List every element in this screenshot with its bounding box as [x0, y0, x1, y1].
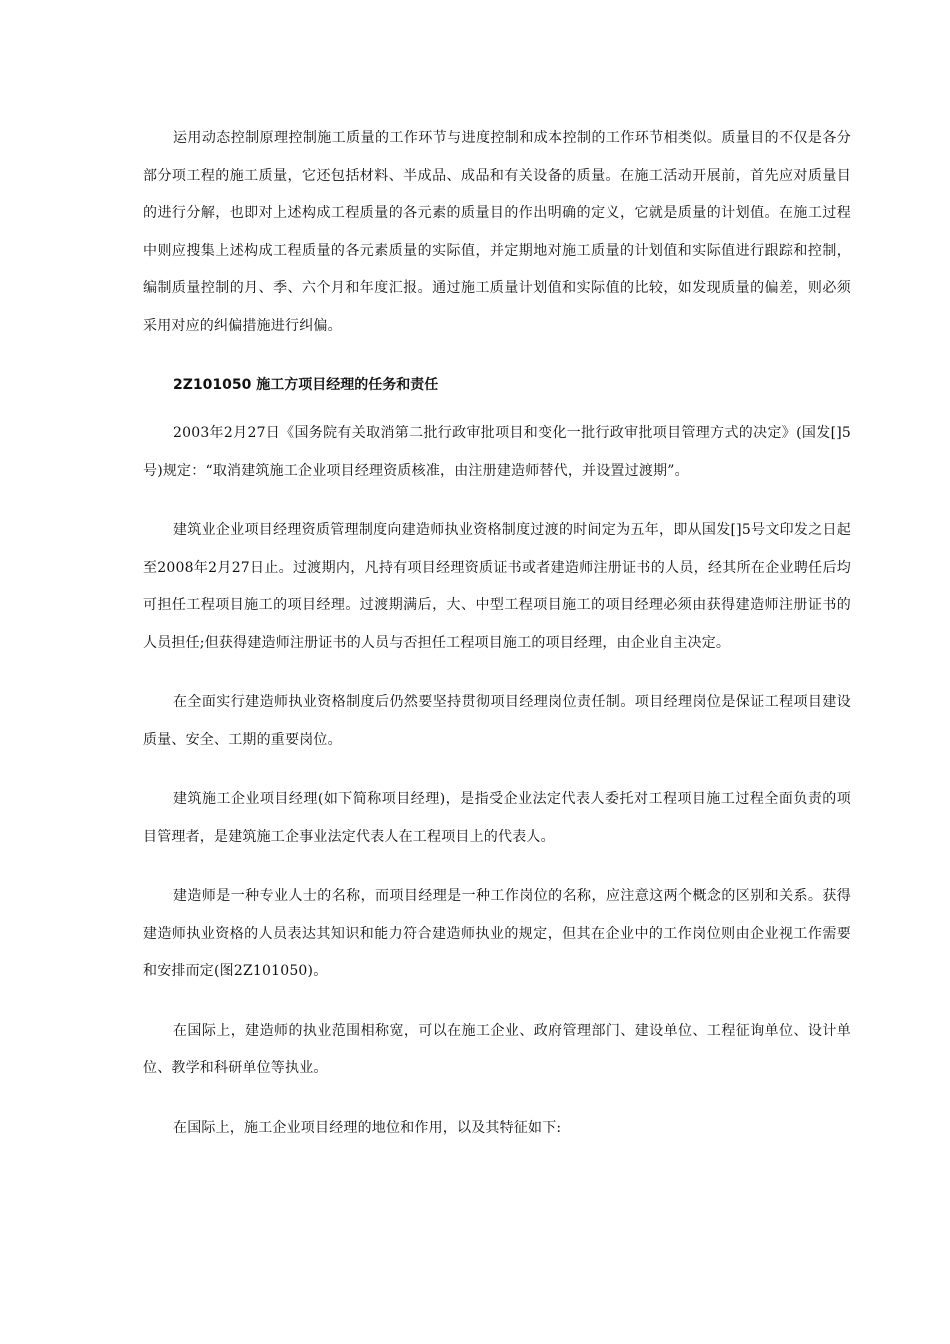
- paragraph-international-scope: 在国际上，建造师的执业范围相称宽，可以在施工企业、政府管理部门、建设单位、工程征询单位、设计单位、教学和科研单位等执业。: [143, 1022, 851, 1076]
- paragraph-project-manager-definition: 建筑施工企业项目经理(如下简称项目经理)，是指受企业法定代表人委托对工程项目施工过程全面负责的项目管理者，是建筑施工企事业法定代表人在工程项目上的代表人。: [143, 791, 851, 845]
- paragraph-constructor-vs-manager: 建造师是一种专业人士的名称，而项目经理是一种工作岗位的名称，应注意这两个概念的区别和关系。获得建造师执业资格的人员表达其知识和能力符合建造师执业的规定，但其在企业中的工作岗位则由企业视工作需要和安排而定(图2Z101050)。: [143, 888, 851, 979]
- section-heading: 2Z101050 施工方项目经理的任务和责任: [173, 377, 439, 393]
- paragraph-transition-period: 建筑业企业项目经理资质管理制度向建造师执业资格制度过渡的时间定为五年，即从国发[]5号文印发之日起至2008年2月27日止。过渡期内，凡持有项目经理资质证书或者建造师注册证书的人员，经其所在企业聘任后均可担任工程项目施工的项目经理。过渡期满后，大、中型工程项目施工的项目经理必须由获得建造师注册证书的人员担任;但获得建造师注册证书的人员与否担任工程项目施工的项目经理，由企业自主决定。: [143, 522, 851, 651]
- paragraph-quality-control: 运用动态控制原理控制施工质量的工作环节与进度控制和成本控制的工作环节相类似。质量目的不仅是各分部分项工程的施工质量，它还包括材料、半成品、成品和有关设备的质量。在施工活动开展前，首先应对质量目的进行分解，也即对上述构成工程质量的各元素的质量目的作出明确的定义，它就是质量的计划值。在施工过程中则应搜集上述构成工程质量的各元素质量的实际值，并定期地对施工质量的计划值和实际值进行跟踪和控制，编制质量控制的月、季、六个月和年度汇报。通过施工质量计划值和实际值的比较，如发现质量的偏差，则必须采用对应的纠偏措施进行纠偏。: [143, 130, 851, 334]
- document-body: [143, 120, 851, 1169]
- paragraph-responsibility-system: 在全面实行建造师执业资格制度后仍然要坚持贯彻项目经理岗位责任制。项目经理岗位是保证工程项目建设质量、安全、工期的重要岗位。: [143, 694, 851, 748]
- paragraph-international-role: 在国际上，施工企业项目经理的地位和作用，以及其特征如下:: [173, 1119, 562, 1136]
- paragraph-state-council-decision: 2003年2月27日《国务院有关取消第二批行政审批项目和变化一批行政审批项目管理方式的决定》(国发[]5号)规定：“取消建筑施工企业项目经理资质核准，由注册建造师替代，并设置过渡期”。: [143, 425, 851, 479]
